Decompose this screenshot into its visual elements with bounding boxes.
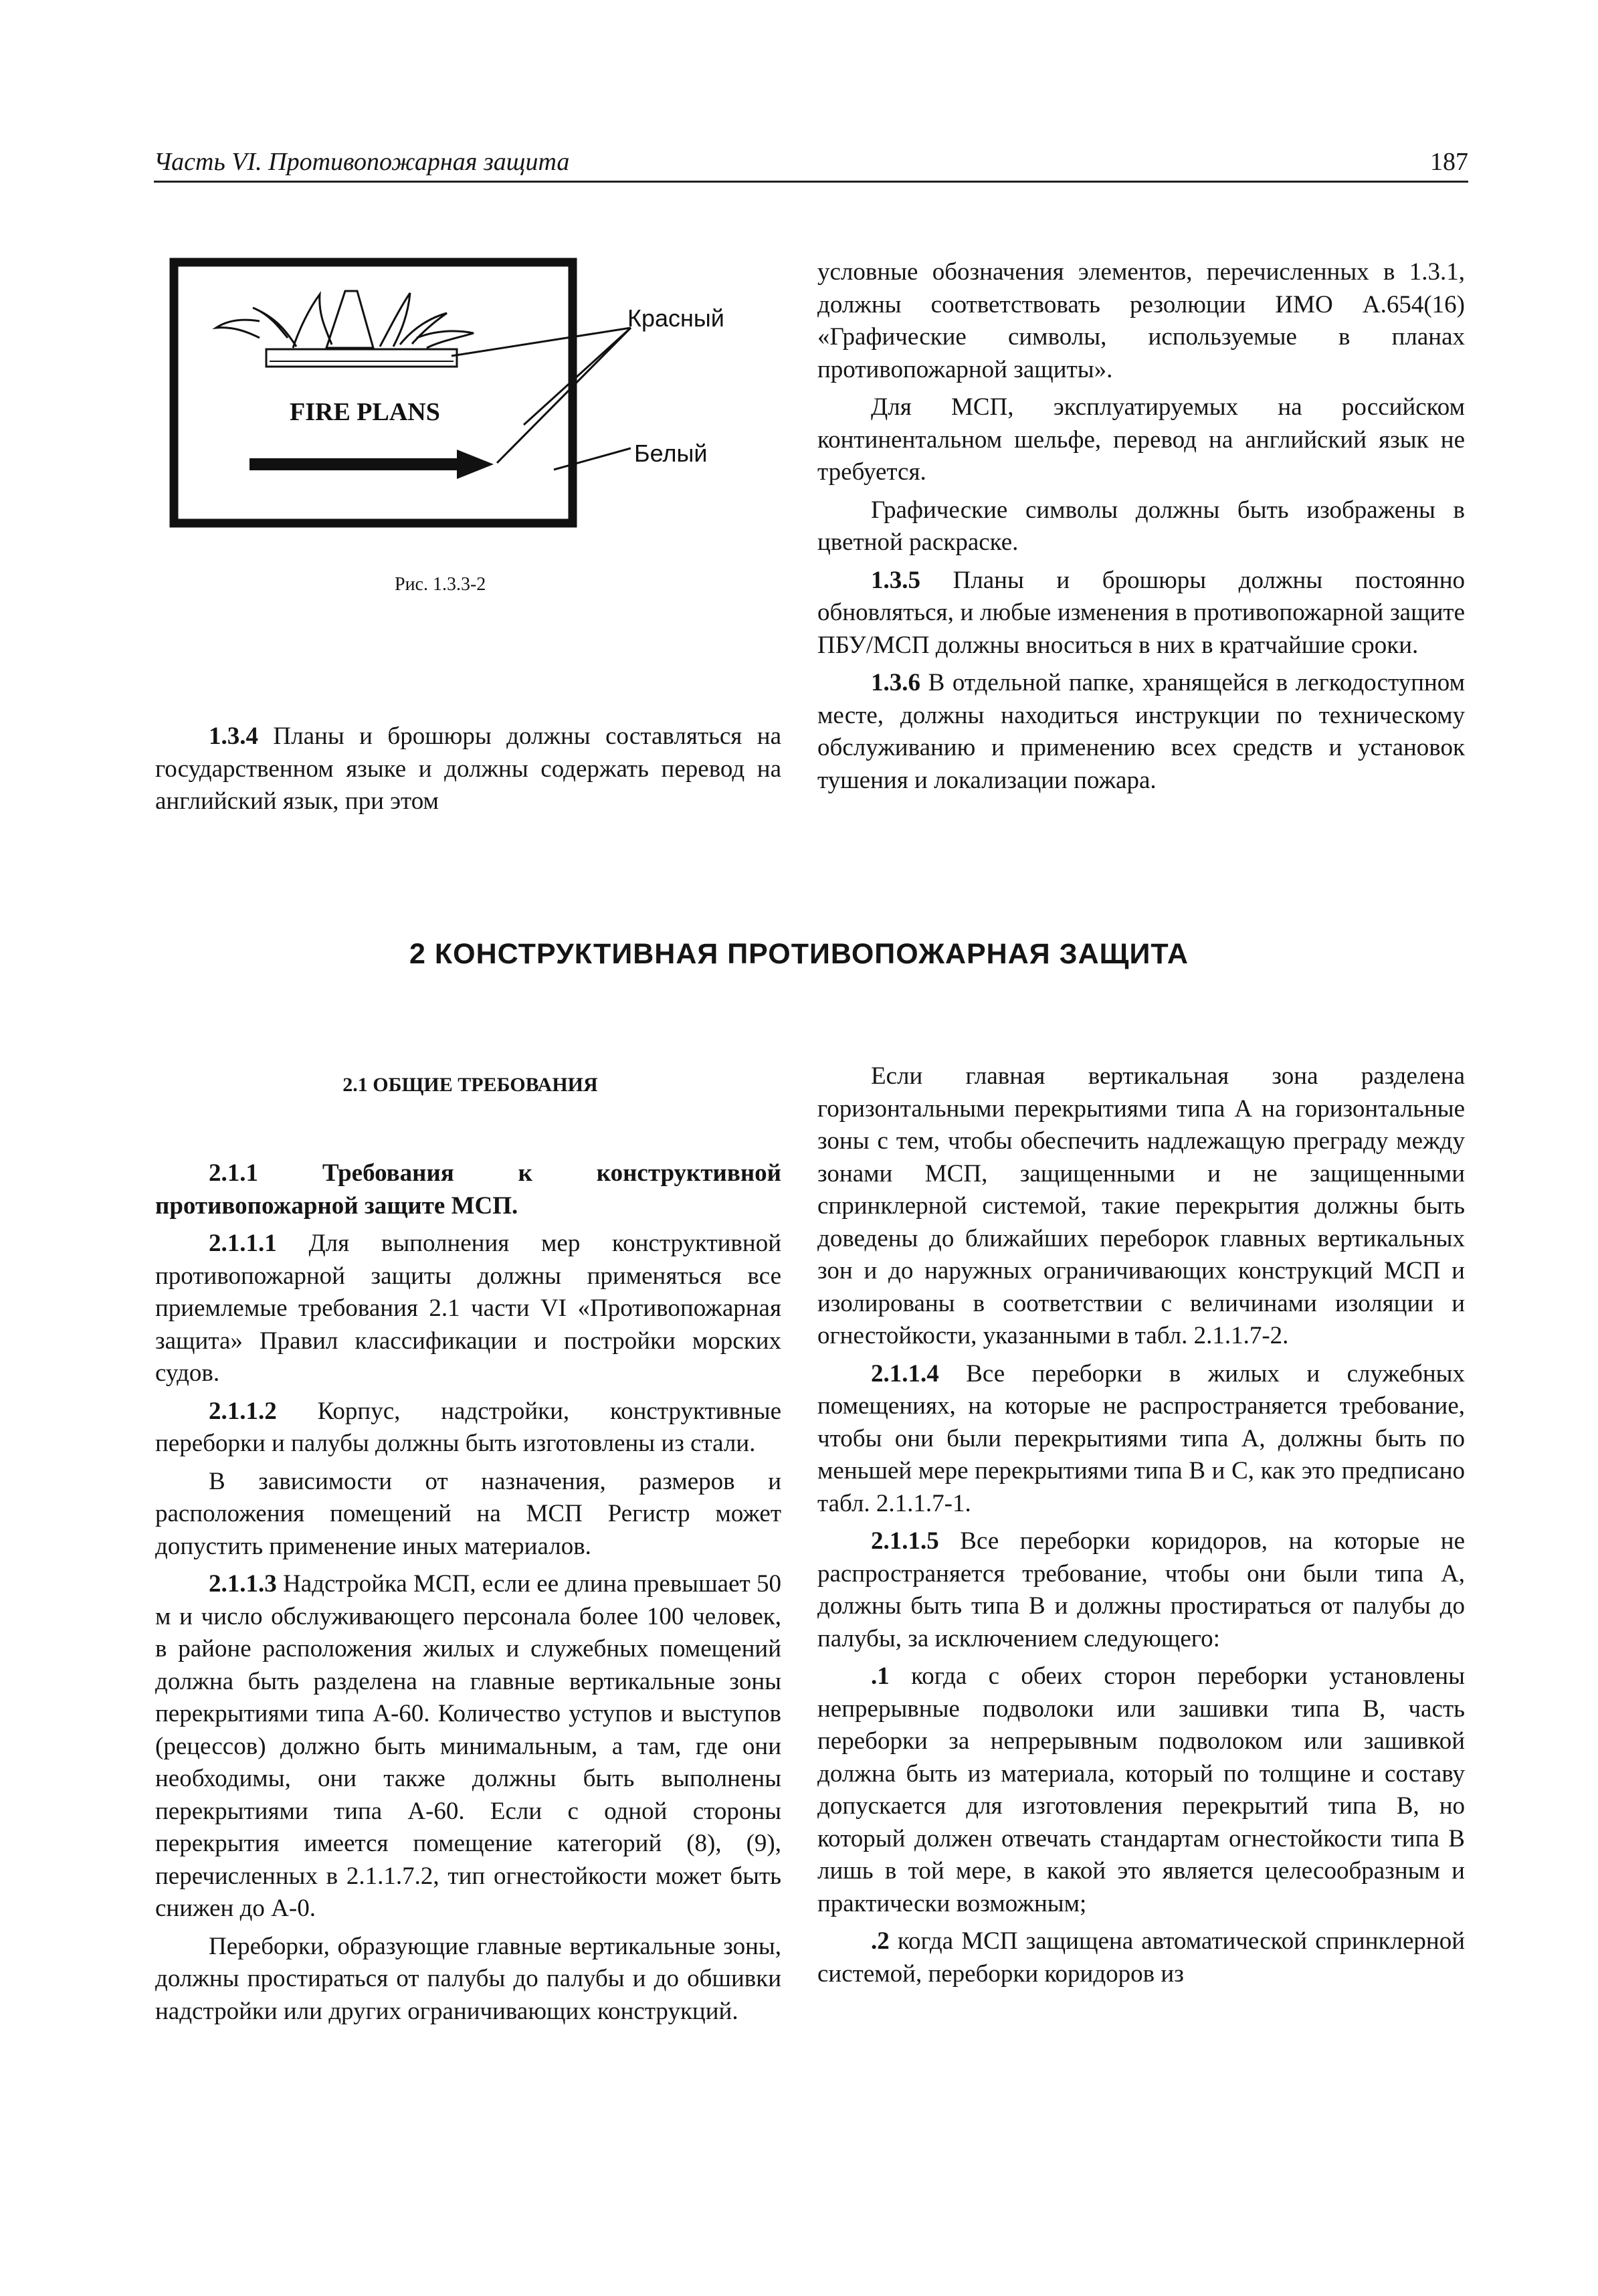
header-title: Часть VI. Противопожарная защита: [154, 148, 570, 176]
clause-number: 1.3.5: [871, 566, 920, 594]
page-number: 187: [1430, 148, 1468, 176]
paragraph-bulkheads: Переборки, образующие главные вертикальные зоны, должны простираться от палубы до палубы и до обшивки надстройки или других ограничивающих конструкций.: [155, 1932, 781, 2025]
clause-number: 2.1.1.3: [209, 1570, 277, 1598]
list-number: .2: [871, 1927, 890, 1955]
fire-plans-text: FIRE PLANS: [290, 398, 440, 426]
clause-number: 1.3.6: [871, 669, 920, 696]
left-column-bottom: [155, 1157, 781, 2028]
running-header: [154, 139, 1468, 183]
paragraph-2-1-1-2: 2.1.1.2 Корпус, надстройки, конструктивные переборки и палубы должны быть изготовлены из стали.: [155, 1397, 781, 1457]
paragraph-1-3-5: 1.3.5 Планы и брошюры должны постоянно обновляться, и любые изменения в противопожарной защите ПБУ/МСП должны вноситься в них в кратчайшие сроки.: [817, 566, 1465, 659]
label-white: Белый: [634, 440, 708, 467]
paragraph-symbols: Графические символы должны быть изображены в цветной раскраске.: [817, 496, 1465, 556]
fire-plans-figure: [159, 254, 761, 562]
arrow-shaft: [249, 458, 460, 470]
clause-number: 2.1.1.5: [871, 1527, 939, 1555]
heading-2-1-1: 2.1.1 Требования к конструктивной противопожарной защите МСП.: [155, 1159, 781, 1220]
paragraph-materials: В зависимости от назначения, размеров и расположения помещений на МСП Регистр может допустить применение иных материалов.: [155, 1467, 781, 1560]
list-item-1: .1 когда с обеих сторон переборки установлены непрерывные подволоки или зашивки типа В, часть переборки за непрерывным подволоком или зашивкой должна быть из материала, который по толщине и составу допускается для изготовления перекрытий типа В, но который должен отвечать стандартам огнестойкости типа В лишь в той мере, в какой это является целесообразным и практически возможным;: [817, 1662, 1465, 1917]
right-column-bottom: [817, 1060, 1465, 1990]
fire-plans-plank: [266, 349, 457, 367]
clause-number: 1.3.4: [209, 723, 258, 750]
section-title: 2 КОНСТРУКТИВНАЯ ПРОТИВОПОЖАРНАЯ ЗАЩИТА: [409, 938, 1189, 970]
label-red: Красный: [627, 304, 724, 332]
clause-number: 2.1.1.2: [209, 1397, 277, 1425]
paragraph-continued: условные обозначения элементов, перечисленных в 1.3.1, должны соответствовать резолюции ИМО А.654(16) «Графические символы, используемые в планах противопожарной защиты».: [817, 258, 1465, 383]
list-number: .1: [871, 1662, 890, 1690]
clause-number: 2.1.1.4: [871, 1359, 939, 1388]
figure-caption: Рис. 1.3.3-2: [395, 574, 486, 595]
paragraph-2-1-1-3: 2.1.1.3 Надстройка МСП, если ее длина превышает 50 м и число обслуживающего персонала более 100 человек, в районе расположения жилых и служебных помещений должна быть разделена на главные вертикальные зоны перекрытиями типа А-60. Количество уступов и выступов (рецессов) должно быть минимальным, а там, где они необходимы, они также должны быть выполнены перекрытиями типа А-60. Если с одной стороны перекрытия имеется помещение категорий (8), (9), перечисленных в 2.1.1.7.2, тип огнестойкости может быть снижен до А-0.: [155, 1570, 781, 1922]
fire-plans-frame: [174, 262, 573, 523]
left-column-top: [155, 721, 781, 818]
clause-number: 2.1.1.1: [209, 1230, 277, 1257]
right-column-top: [817, 256, 1465, 797]
paragraph-2-1-1-4: 2.1.1.4 Все переборки в жилых и служебных помещениях, на которые не распространяется требование, чтобы они были перекрытиями типа А, должны быть по меньшей мере перекрытиями типа В и С, как это предписано табл. 2.1.1.7-1.: [817, 1359, 1465, 1517]
paragraph-1-3-6: 1.3.6 В отдельной папке, хранящейся в легкодоступном месте, должны находиться инструкции по техническому обслуживанию и применению всех средств и установок тушения и локализации пожара.: [817, 669, 1465, 794]
paragraph-translation: Для МСП, эксплуатируемых на российском континентальном шельфе, перевод на английский язык не требуется.: [817, 393, 1465, 486]
paragraph-1-3-4: 1.3.4 Планы и брошюры должны составляться на государственном языке и должны содержать перевод на английский язык, при этом: [155, 723, 781, 815]
list-item-2: .2 когда МСП защищена автоматической спринклерной системой, переборки коридоров из: [817, 1927, 1465, 1988]
paragraph-2-1-1-5: 2.1.1.5 Все переборки коридоров, на которые не распространяется требование, чтобы они были типа А, должны быть типа В и должны простираться от палубы до палубы, за исключением следующего:: [817, 1527, 1465, 1652]
subsection-title: 2.1 ОБЩИЕ ТРЕБОВАНИЯ: [342, 1074, 598, 1096]
paragraph-vertical-zone: Если главная вертикальная зона разделена горизонтальными перекрытиями типа А на горизонтальные зоны с тем, чтобы обеспечить надлежащую преграду между зонами МСП, защищенными и не защищенными спринклерной системой, такие перекрытия должны быть доведены до ближайших переборок главных вертикальных зон и до наружных ограничивающих конструкций МСП и изолированы в соответствии с величинами изоляции и огнестойкости, указанными в табл. 2.1.1.7-2.: [817, 1062, 1465, 1349]
paragraph-2-1-1-1: 2.1.1.1 Для выполнения мер конструктивной противопожарной защиты должны применяться все приемлемые требования 2.1 части VI «Противопожарная защита» Правил классификации и постройки морских судов.: [155, 1230, 781, 1387]
